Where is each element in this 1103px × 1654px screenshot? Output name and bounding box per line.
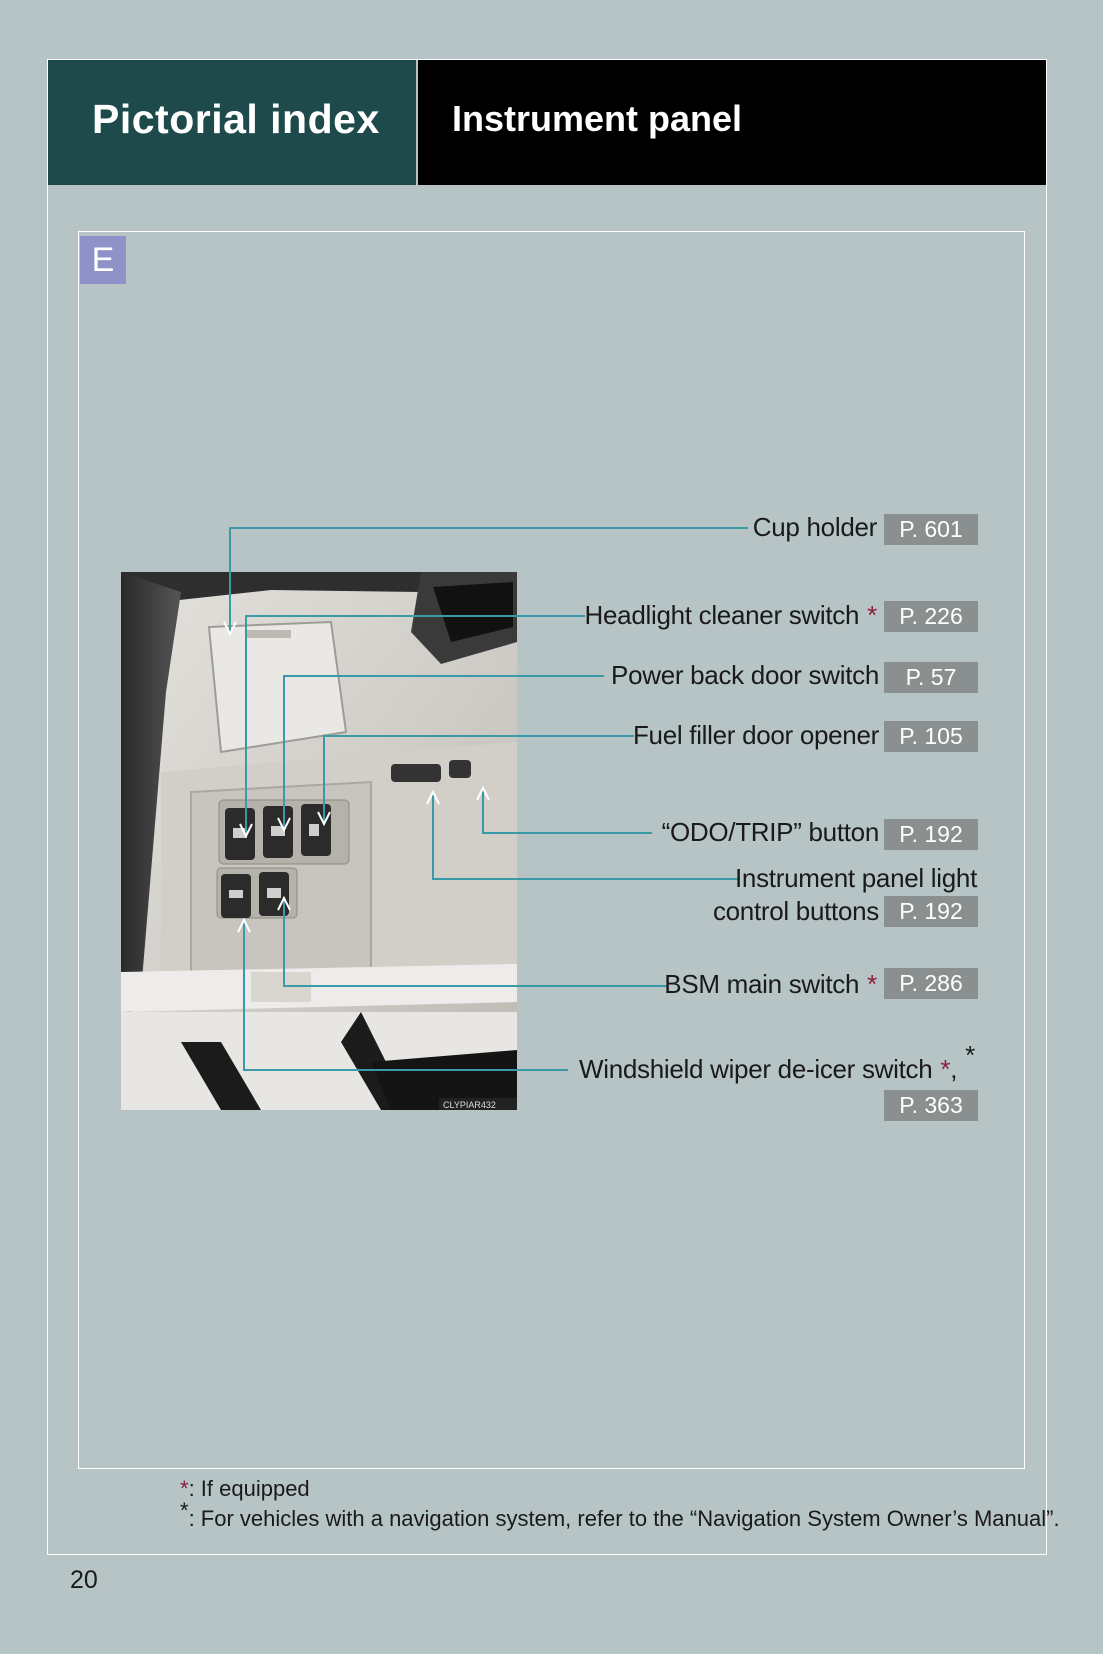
leader-odo-trip	[483, 788, 652, 833]
footnote-navigation: *: For vehicles with a navigation system, refer to the “Navigation System Owner’s Manual”.	[180, 1498, 1060, 1531]
header-section-label: Pictorial index	[92, 96, 380, 142]
callout-odo-trip: “ODO/TRIP” button	[661, 817, 879, 847]
callout-wiper-deicer: Windshield wiper de-icer switch *, *	[579, 1040, 975, 1084]
star-mark: *	[867, 969, 877, 999]
callout-bsm: BSM main switch *	[664, 969, 877, 999]
header-title-label: Instrument panel	[452, 98, 743, 139]
leader-power-back-door	[284, 676, 604, 830]
callout-fuel-filler: Fuel filler door opener	[632, 720, 879, 750]
page-ref-cup-holder[interactable]: P. 601	[884, 514, 978, 545]
callout-panel-light-line2: control buttons	[712, 896, 879, 926]
page-ref-headlight-cleaner[interactable]: P. 226	[884, 601, 978, 632]
callout-panel-light-line1: Instrument panel light	[735, 863, 977, 893]
page-ref-wiper-deicer[interactable]: P. 363	[884, 1090, 978, 1121]
photo-code: CLYPIAR432	[443, 1100, 496, 1110]
page-ref-bsm[interactable]: P. 286	[884, 968, 978, 999]
callout-headlight-cleaner: Headlight cleaner switch *	[584, 600, 877, 630]
callout-cup-holder: Cup holder	[752, 512, 877, 542]
footnote-if-equipped: *: If equipped	[180, 1476, 310, 1501]
page-ref-panel-light[interactable]: P. 192	[884, 896, 978, 927]
page-ref-power-back-door[interactable]: P. 57	[884, 662, 978, 693]
star-mark: *	[867, 600, 877, 630]
callout-power-back-door: Power back door switch	[611, 660, 879, 690]
page-ref-fuel-filler[interactable]: P. 105	[884, 721, 978, 752]
star2-mark: *	[965, 1040, 975, 1070]
page-number: 20	[70, 1566, 98, 1594]
leader-bsm	[284, 898, 668, 986]
leader-fuel-filler	[324, 736, 634, 824]
leader-wiper-deicer	[244, 920, 568, 1070]
section-badge: E	[80, 236, 126, 284]
footnote-star: *	[180, 1476, 189, 1501]
star-mark: *	[940, 1054, 951, 1084]
footnote-star2: *	[180, 1498, 189, 1523]
leader-headlight-cleaner	[246, 616, 585, 836]
page-ref-odo-trip[interactable]: P. 192	[884, 819, 978, 850]
